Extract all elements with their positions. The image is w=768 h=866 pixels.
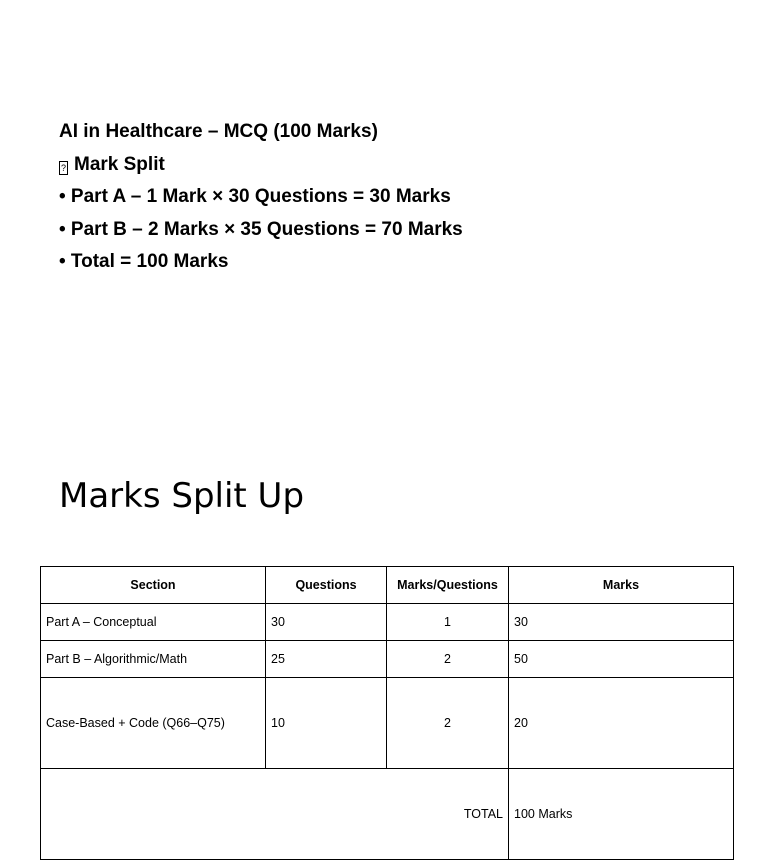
column-header-section: Section (41, 567, 266, 604)
cell-questions: 30 (266, 604, 387, 641)
document-title: AI in Healthcare – MCQ (100 Marks) (59, 121, 378, 142)
column-header-marks-per-question: Marks/Questions (387, 567, 509, 604)
table-header-row (41, 567, 734, 604)
cell-marks: 20 (509, 678, 734, 769)
cell-questions: 10 (266, 678, 387, 769)
missing-glyph-icon: ? (60, 162, 66, 173)
total-value: 100 Marks (509, 769, 734, 860)
table-total-row (41, 769, 734, 860)
cell-marks: 30 (509, 604, 734, 641)
table-row (41, 641, 734, 678)
bullet-part-a: • Part A – 1 Mark × 30 Questions = 30 Marks (59, 186, 451, 207)
cell-marks: 50 (509, 641, 734, 678)
table-row (41, 678, 734, 769)
mark-split-heading (59, 149, 463, 182)
cell-section: Part B – Algorithmic/Math (41, 641, 266, 678)
marks-table (40, 566, 734, 860)
cell-section: Part A – Conceptual (41, 604, 266, 641)
cell-section: Case-Based + Code (Q66–Q75) (41, 678, 266, 769)
mark-split-label: Mark Split (74, 153, 165, 175)
column-header-questions: Questions (266, 567, 387, 604)
table-row (41, 604, 734, 641)
cell-questions: 25 (266, 641, 387, 678)
cell-marks-per-question: 2 (387, 678, 509, 769)
cell-marks-per-question: 2 (387, 641, 509, 678)
mark-split-summary (59, 116, 463, 279)
bullet-total: • Total = 100 Marks (59, 251, 229, 272)
section-heading: Marks Split Up (59, 476, 305, 516)
total-label: TOTAL (41, 769, 509, 860)
bullet-part-b: • Part B – 2 Marks × 35 Questions = 70 Marks (59, 218, 463, 240)
column-header-marks: Marks (509, 567, 734, 604)
cell-marks-per-question: 1 (387, 604, 509, 641)
